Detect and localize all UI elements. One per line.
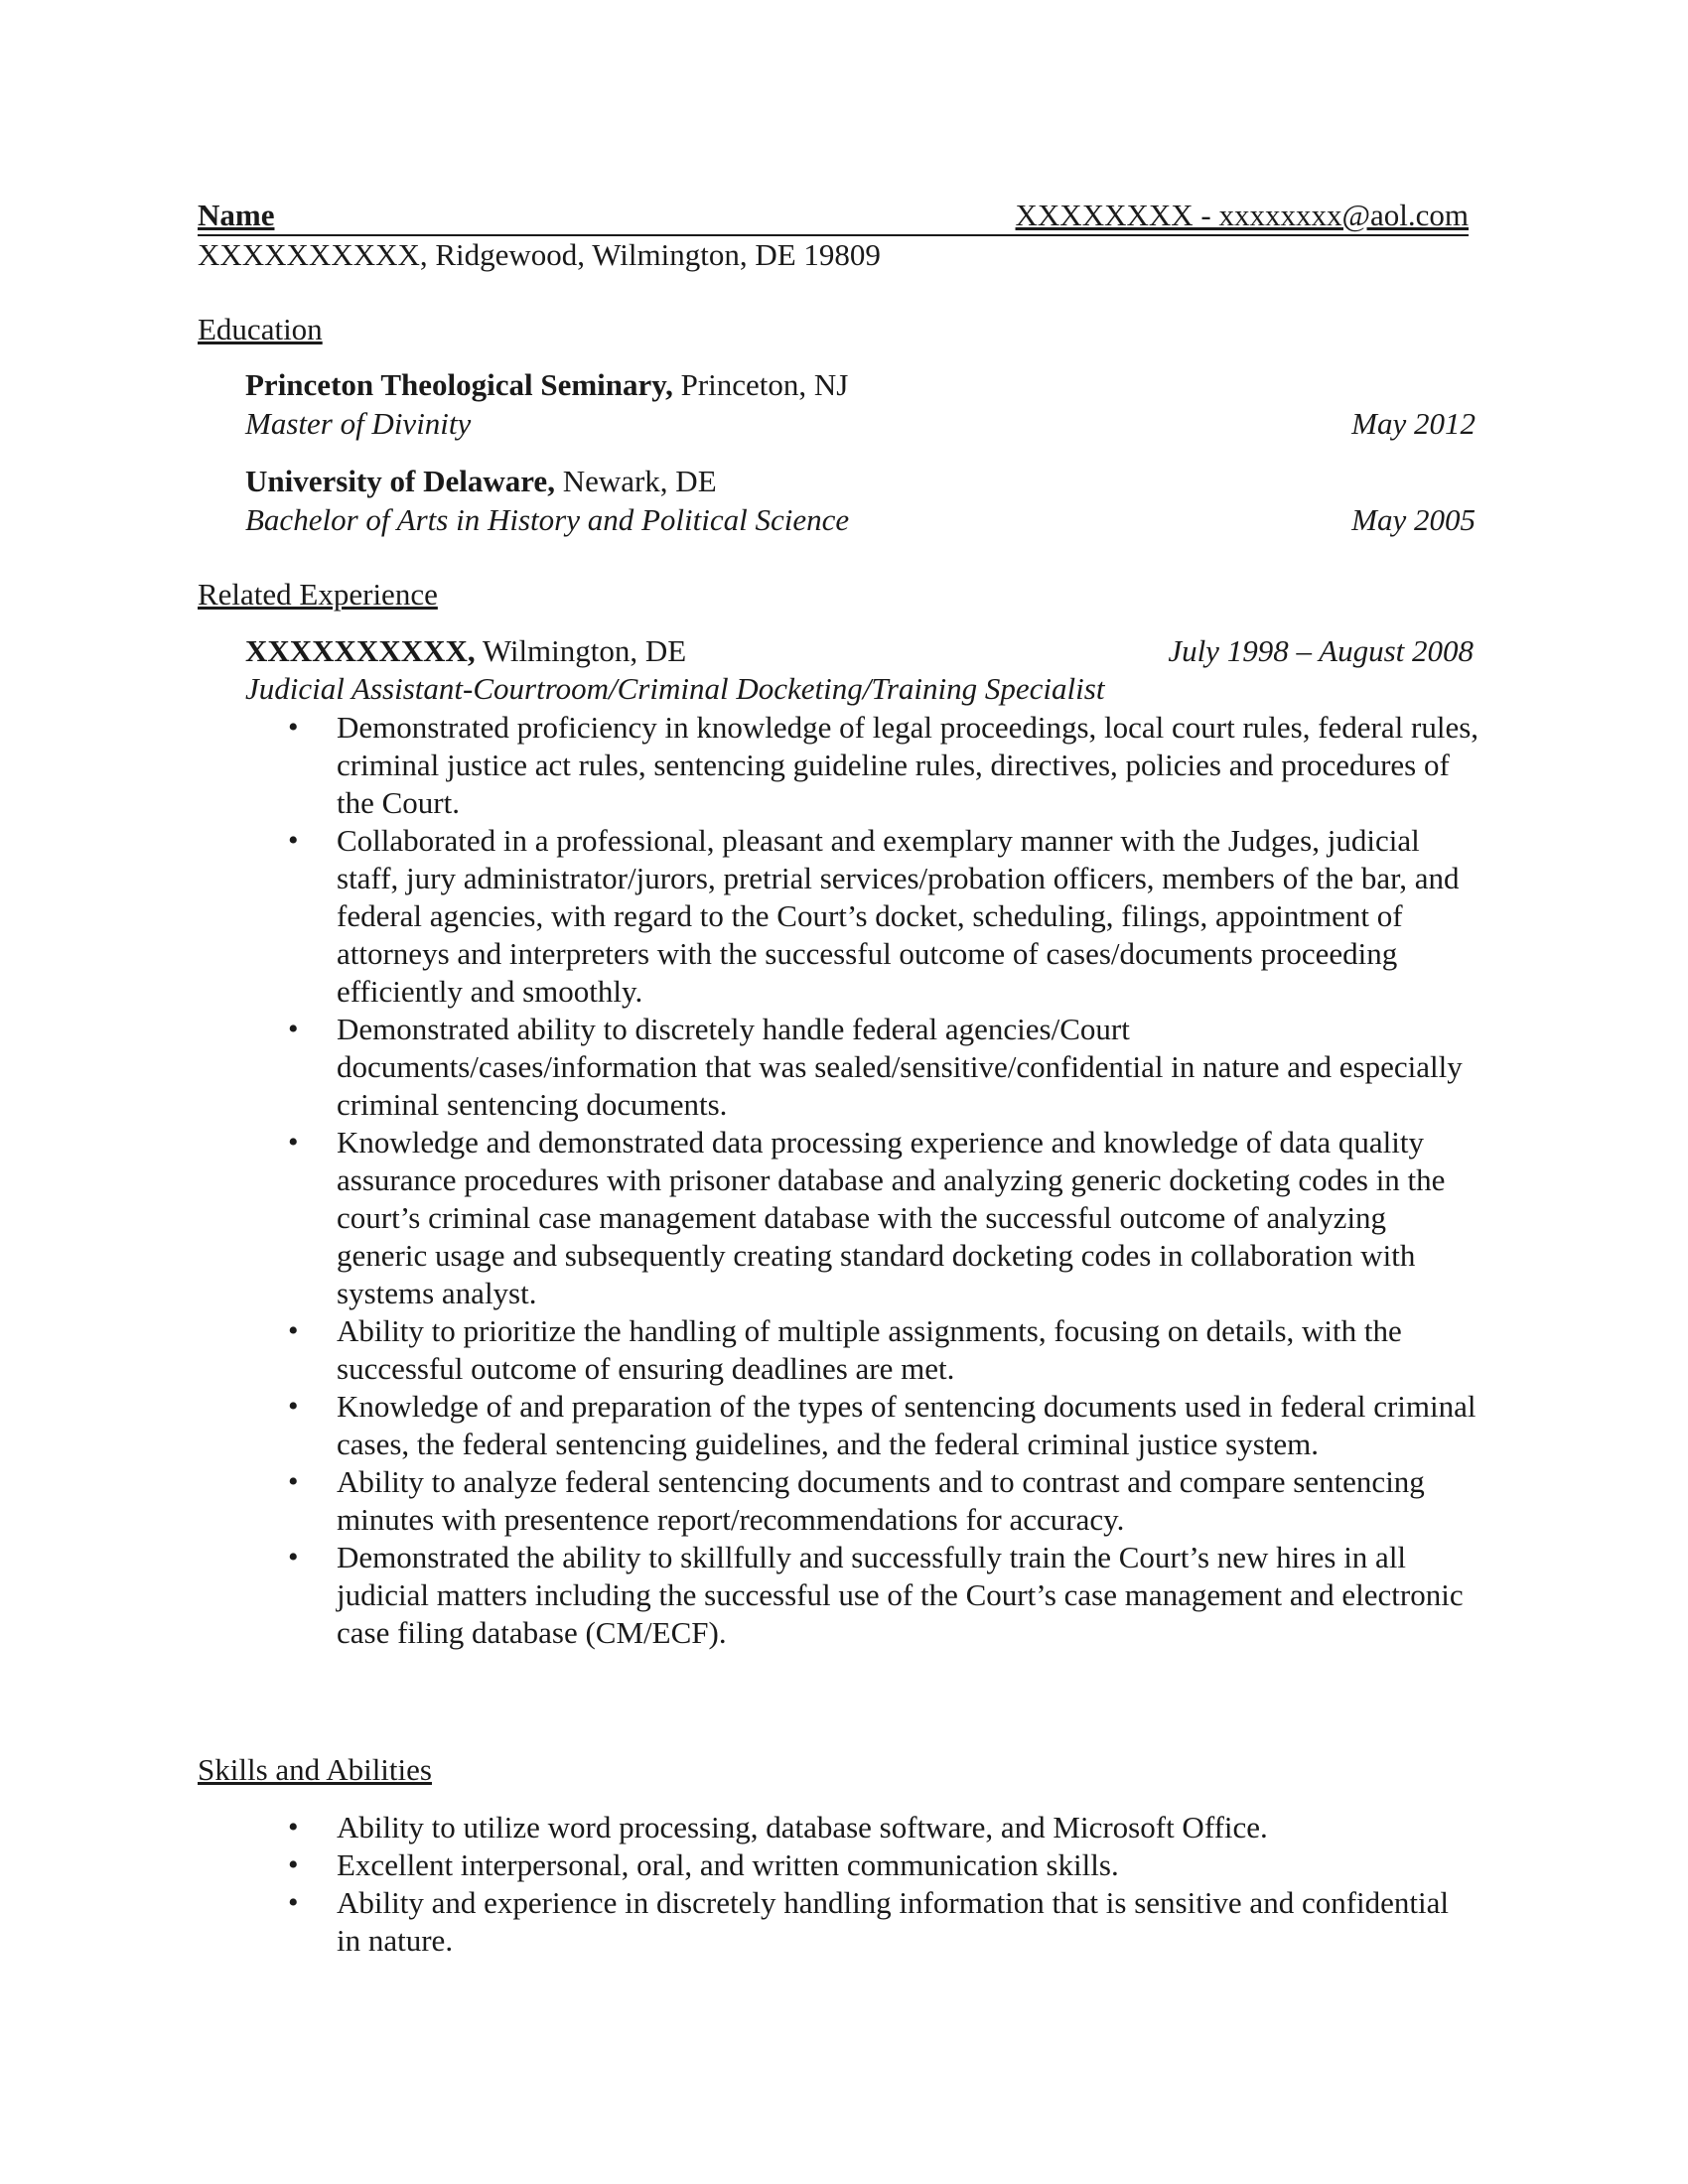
school-name: University of Delaware, [245, 464, 555, 498]
job-title: Judicial Assistant-Courtroom/Criminal Docketing/Training Specialist [245, 671, 1105, 706]
degree: Bachelor of Arts in History and Political Science [245, 502, 850, 537]
experience-bullet-list [0, 709, 1478, 1652]
employment-dates: July 1998 – August 2008 [1168, 633, 1474, 668]
school-location: Princeton, NJ [672, 367, 849, 402]
education-entry-1 [245, 366, 848, 404]
experience-bullet: • Ability to analyze federal sentencing documents and to contrast and compare sentencing minutes with presentence report/recommendations for accuracy. [0, 1463, 1478, 1539]
address-line: XXXXXXXXXX, Ridgewood, Wilmington, DE 19809 [198, 237, 881, 272]
degree-date: May 2005 [1351, 502, 1476, 537]
experience-bullet: • Demonstrated proficiency in knowledge of legal proceedings, local court rules, federal rules, criminal justice act rules, sentencing guideline rules, directives, policies and procedures of the Court. [0, 709, 1478, 822]
skill-bullet: • Ability and experience in discretely handling information that is sensitive and confidential in nature. [0, 1884, 1478, 1960]
skill-bullet: • Excellent interpersonal, oral, and written communication skills. [0, 1846, 1478, 1884]
employer-location: Wilmington, DE [475, 633, 687, 668]
education-heading: Education [198, 312, 323, 346]
experience-bullet: • Ability to prioritize the handling of multiple assignments, focusing on details, with the successful outcome of ensuring deadlines are met. [0, 1312, 1478, 1388]
experience-heading: Related Experience [198, 577, 438, 612]
experience-bullet: • Demonstrated ability to discretely handle federal agencies/Court documents/cases/information that was sealed/sensitive/confidential in nature and especially criminal sentencing documents. [0, 1011, 1478, 1124]
school-location: Newark, DE [554, 464, 717, 498]
resume-header [198, 197, 1469, 236]
education-entry-2 [245, 463, 717, 500]
skill-bullet: • Ability to utilize word processing, database software, and Microsoft Office. [0, 1809, 1478, 1846]
degree: Master of Divinity [245, 406, 472, 441]
employer-name: XXXXXXXXXX, [245, 633, 476, 668]
degree-date: May 2012 [1351, 406, 1476, 441]
experience-employer-line [245, 632, 686, 670]
contact-info: XXXXXXXX - xxxxxxxx@aol.com [1015, 198, 1469, 232]
experience-bullet: • Knowledge and demonstrated data processing experience and knowledge of data quality assurance procedures with prisoner database and analyzing generic docketing codes in the court’s criminal case management database with the successful outcome of analyzing generic usage and subsequently creating standard docketing codes in collaboration with systems analyst. [0, 1124, 1478, 1312]
experience-bullet: • Demonstrated the ability to skillfully and successfully train the Court’s new hires in all judicial matters including the successful use of the Court’s case management and electronic case filing database (CM/ECF). [0, 1539, 1478, 1652]
experience-bullet: • Knowledge of and preparation of the types of sentencing documents used in federal criminal cases, the federal sentencing guidelines, and the federal criminal justice system. [0, 1388, 1478, 1463]
experience-bullet: • Collaborated in a professional, pleasant and exemplary manner with the Judges, judicial staff, jury administrator/jurors, pretrial services/probation officers, members of the bar, and federal agencies, with regard to the Court’s docket, scheduling, filings, appointment of attorneys and interpreters with the successful outcome of cases/documents proceeding efficiently and smoothly. [0, 822, 1478, 1011]
school-name: Princeton Theological Seminary, [245, 367, 673, 402]
skills-heading: Skills and Abilities [198, 1752, 432, 1787]
skills-bullet-list [0, 1809, 1478, 1960]
candidate-name: Name [198, 198, 275, 232]
